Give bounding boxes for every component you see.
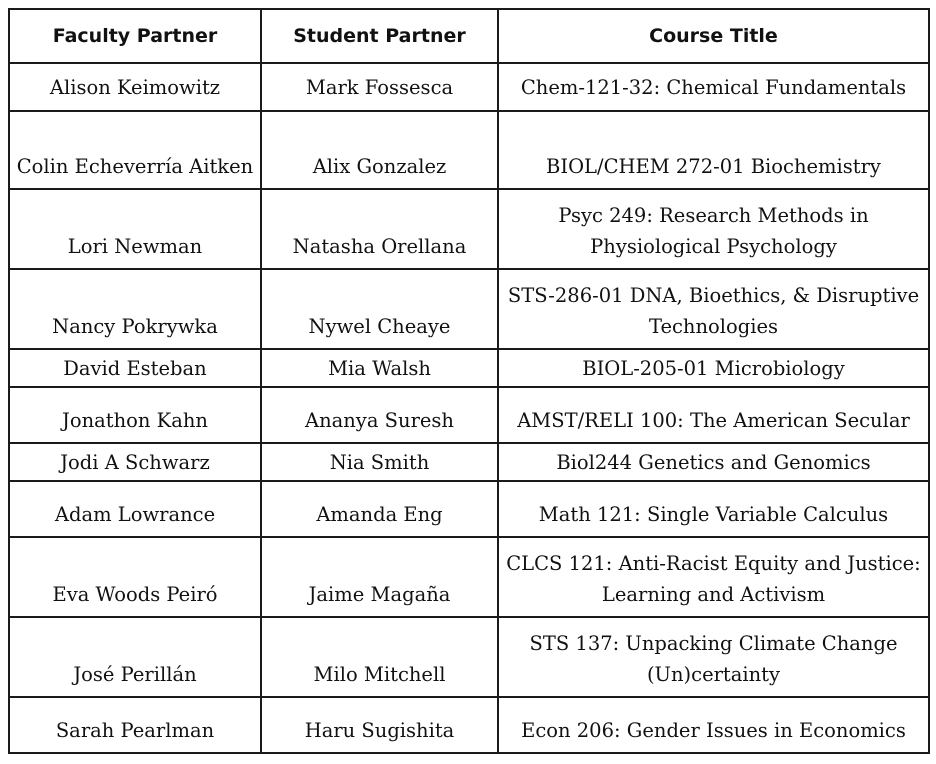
- student-cell: Milo Mitchell: [261, 617, 498, 697]
- course-line: Learning and Activism: [601, 583, 826, 606]
- table-row: [9, 481, 929, 537]
- table-row: [9, 617, 929, 697]
- course-cell: [498, 617, 929, 697]
- header-student-partner: Student Partner: [261, 9, 498, 63]
- course-cell: [498, 443, 929, 481]
- course-cell: [498, 387, 929, 443]
- student-cell: Natasha Orellana: [261, 189, 498, 269]
- faculty-cell: Jodi A Schwarz: [9, 443, 261, 481]
- table-row: [9, 387, 929, 443]
- course-cell: [498, 697, 929, 753]
- course-cell: [498, 63, 929, 111]
- course-line: (Un)certainty: [646, 663, 781, 686]
- table-row: [9, 269, 929, 349]
- course-line: BIOL/CHEM 272-01 Biochemistry: [546, 155, 881, 178]
- course-cell: [498, 111, 929, 189]
- faculty-cell: Adam Lowrance: [9, 481, 261, 537]
- course-cell: [498, 481, 929, 537]
- faculty-cell: Eva Woods Peiró: [9, 537, 261, 617]
- faculty-cell: David Esteban: [9, 349, 261, 387]
- faculty-cell: Colin Echeverría Aitken: [9, 111, 261, 189]
- course-line: BIOL-205-01 Microbiology: [582, 356, 845, 380]
- course-line: Chem-121-32: Chemical Fundamentals: [520, 75, 907, 99]
- table-row: [9, 63, 929, 111]
- faculty-cell: Lori Newman: [9, 189, 261, 269]
- faculty-cell: José Perillán: [9, 617, 261, 697]
- table-row: [9, 111, 929, 189]
- table-row: [9, 697, 929, 753]
- faculty-cell: Jonathon Kahn: [9, 387, 261, 443]
- header-faculty-partner: Faculty Partner: [9, 9, 261, 63]
- course-line: STS 137: Unpacking Climate Change: [529, 632, 898, 655]
- course-line: CLCS 121: Anti-Racist Equity and Justice:: [506, 552, 921, 575]
- table-row: [9, 537, 929, 617]
- table-row: [9, 349, 929, 387]
- faculty-cell: Sarah Pearlman: [9, 697, 261, 753]
- student-cell: Amanda Eng: [261, 481, 498, 537]
- course-line: Biol244 Genetics and Genomics: [556, 450, 871, 474]
- course-cell: [498, 269, 929, 349]
- course-line: Technologies: [648, 315, 779, 338]
- student-cell: Haru Sugishita: [261, 697, 498, 753]
- course-cell: [498, 349, 929, 387]
- header-row: [9, 9, 929, 63]
- faculty-cell: Nancy Pokrywka: [9, 269, 261, 349]
- student-cell: Nia Smith: [261, 443, 498, 481]
- student-cell: Ananya Suresh: [261, 387, 498, 443]
- student-cell: Alix Gonzalez: [261, 111, 498, 189]
- student-cell: Mark Fossesca: [261, 63, 498, 111]
- course-line: Math 121: Single Variable Calculus: [538, 503, 889, 526]
- course-line: STS-286-01 DNA, Bioethics, & Disruptive: [507, 284, 920, 307]
- table-row: [9, 189, 929, 269]
- partners-table: [8, 8, 930, 754]
- table-row: [9, 443, 929, 481]
- course-cell: [498, 189, 929, 269]
- header-course-title: Course Title: [498, 9, 929, 63]
- course-cell: [498, 537, 929, 617]
- course-line: Econ 206: Gender Issues in Economics: [521, 719, 906, 742]
- student-cell: Nywel Cheaye: [261, 269, 498, 349]
- student-cell: Mia Walsh: [261, 349, 498, 387]
- student-cell: Jaime Magaña: [261, 537, 498, 617]
- course-line: Physiological Psychology: [590, 235, 837, 258]
- course-line: AMST/RELI 100: The American Secular: [517, 409, 910, 432]
- faculty-cell: Alison Keimowitz: [9, 63, 261, 111]
- course-line: Psyc 249: Research Methods in: [558, 204, 869, 227]
